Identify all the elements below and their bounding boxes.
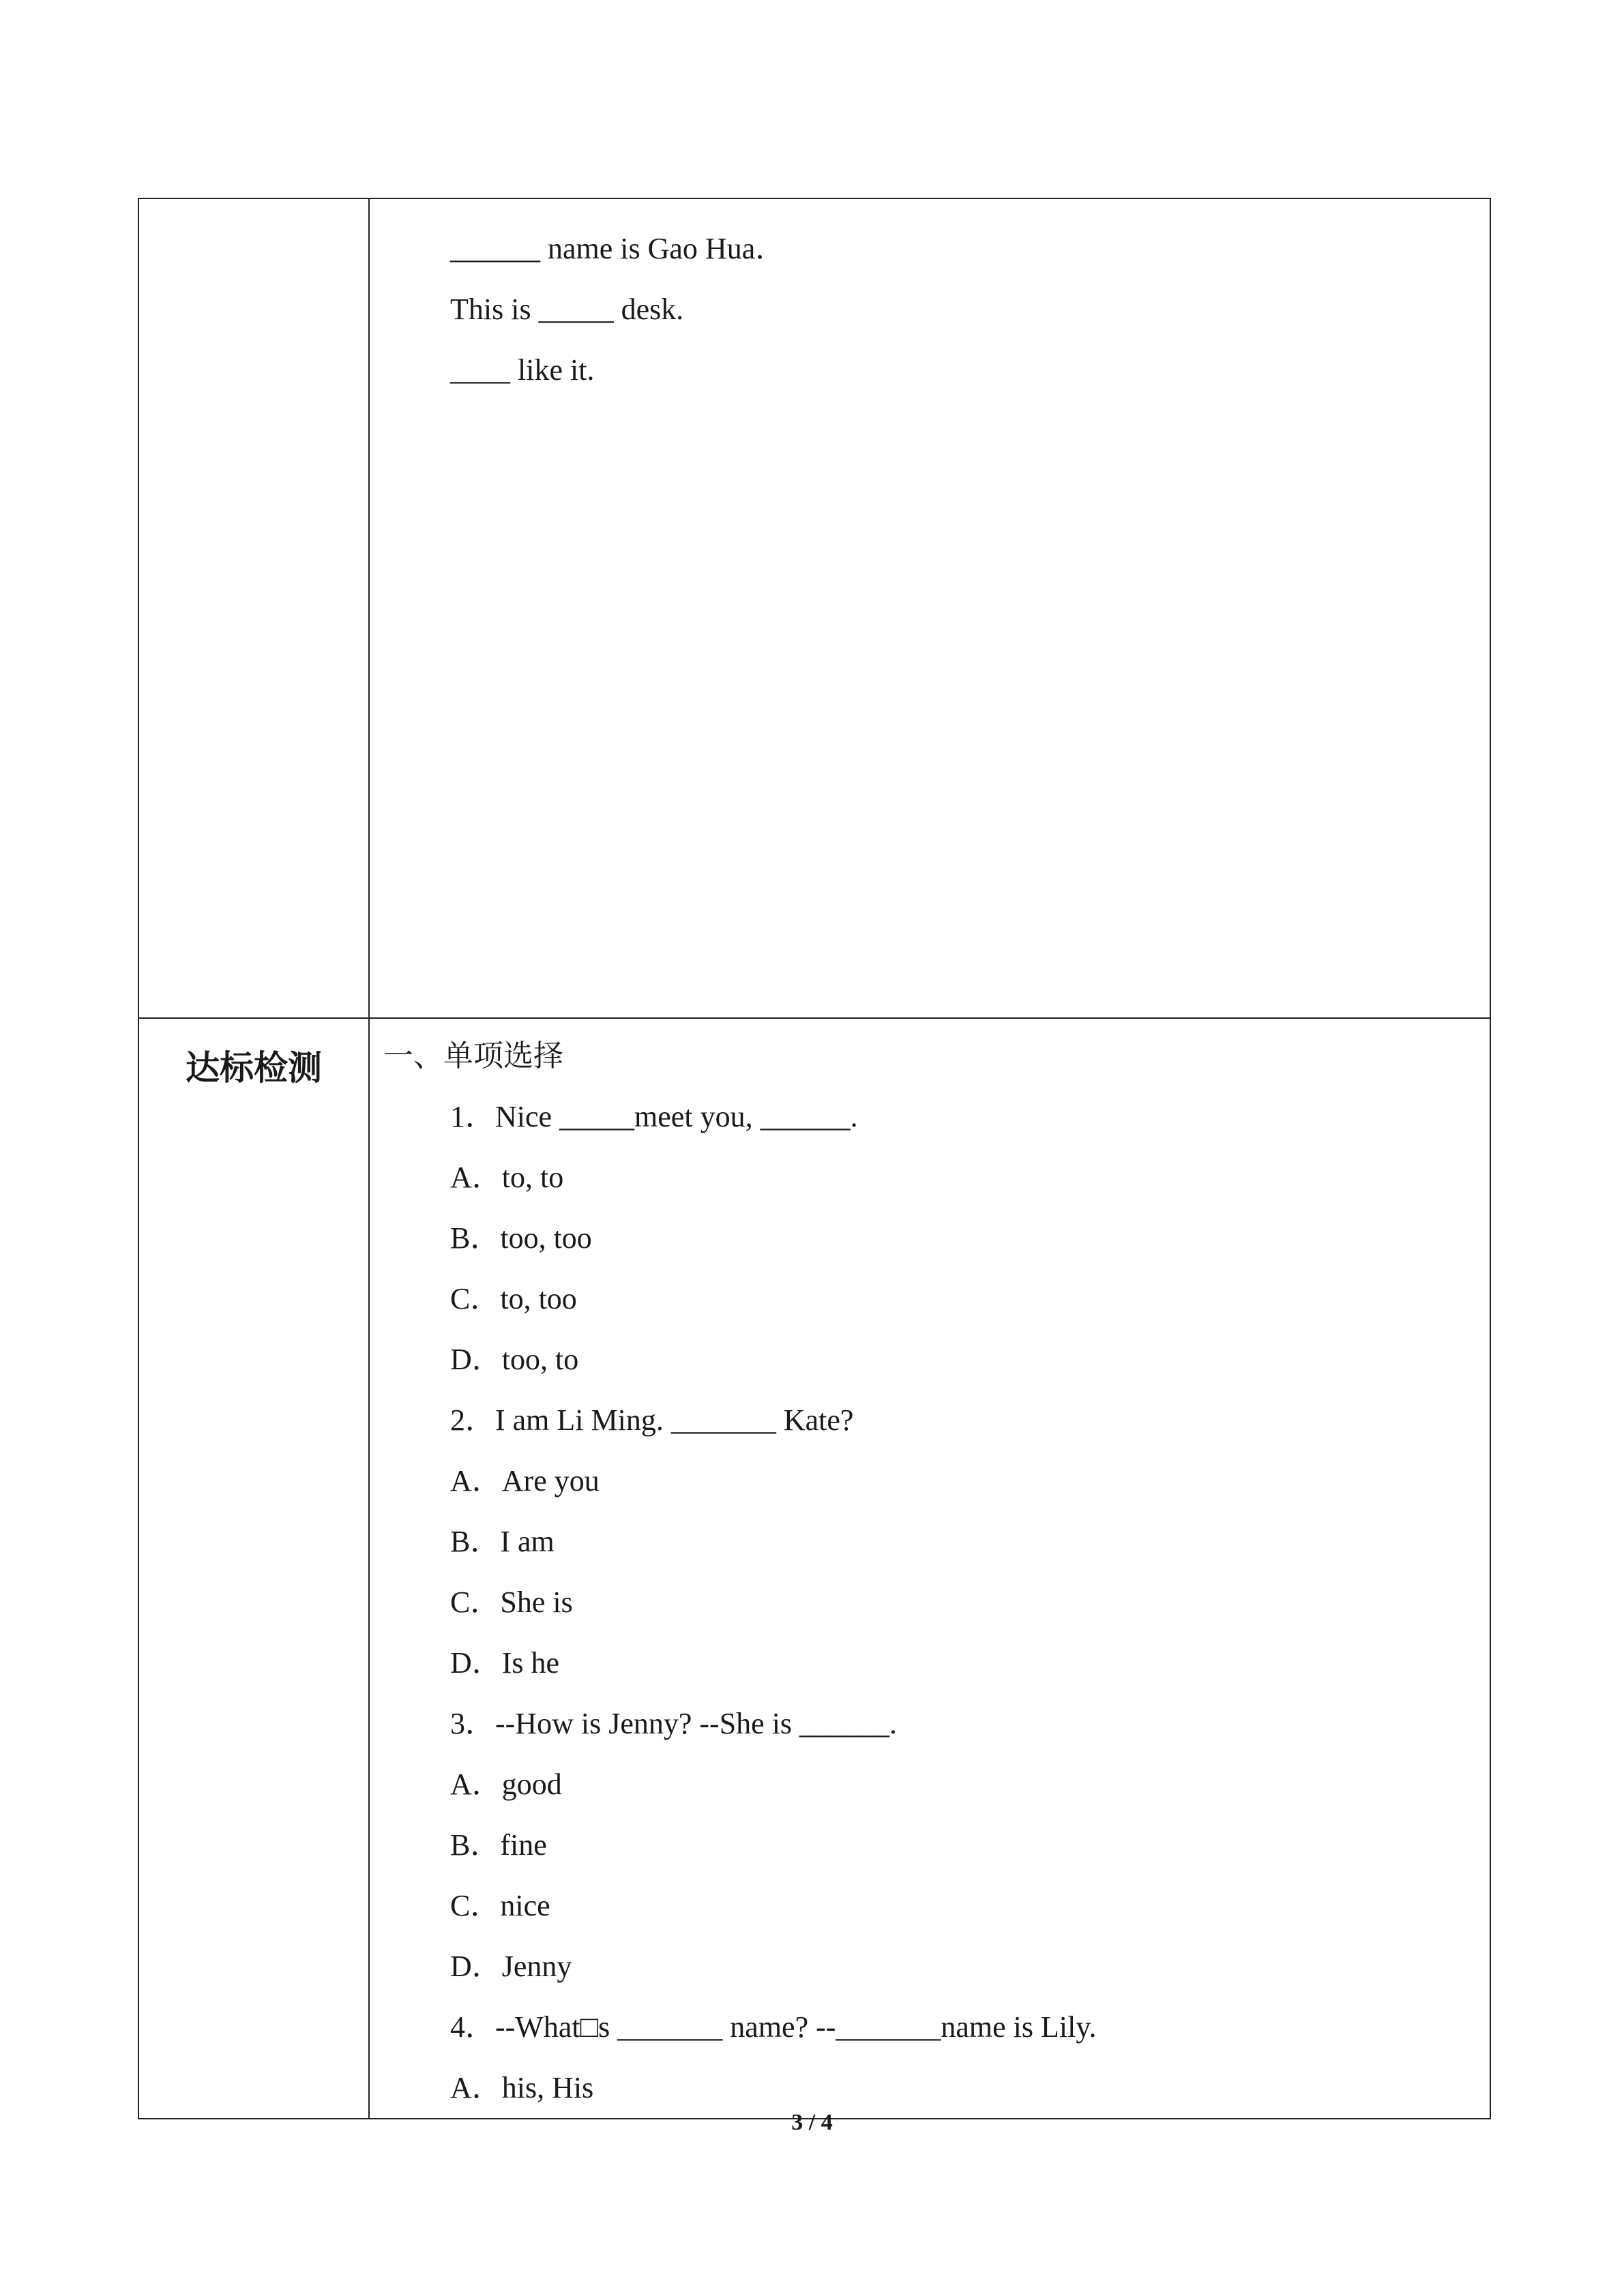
section-heading: 一、单项选择	[383, 1039, 563, 1073]
option-line: D．Jenny	[450, 1950, 572, 1983]
row-content-cell	[369, 1018, 1490, 2119]
exercise-line: ______ name is Gao Hua．	[450, 232, 786, 265]
question-line: 3．--How is Jenny? --She is ______.	[450, 1707, 898, 1740]
option-line: D．too, to	[450, 1343, 579, 1376]
section-label: 达标检测	[186, 1048, 322, 1088]
option-line: B．too, too	[450, 1221, 592, 1255]
option-line: C．She is	[450, 1585, 573, 1619]
option-line: C．nice	[450, 1889, 550, 1922]
option-line: B．fine	[450, 1828, 547, 1862]
page-number: 3 / 4	[791, 2110, 833, 2135]
question-line: 1．Nice _____meet you, ______.	[450, 1100, 858, 1133]
question-line: 2．I am Li Ming. _______ Kate?	[450, 1403, 854, 1437]
option-line: B．I am	[450, 1525, 555, 1558]
row-label-cell	[138, 198, 369, 1018]
table-row	[138, 1018, 1490, 2119]
option-line: A．Are you	[450, 1464, 600, 1497]
option-line: A．his, His	[450, 2071, 594, 2104]
question-line: 4．--What□s _______ name? --_______name is Lily.	[450, 2010, 1097, 2044]
row-label-cell	[138, 1018, 369, 2119]
option-line: D．Is he	[450, 1646, 560, 1680]
option-line: C．to, too	[450, 1282, 577, 1315]
exercise-line: ____ like it.	[450, 353, 595, 387]
option-line: A．good	[450, 1768, 562, 1801]
worksheet-table	[138, 198, 1491, 2119]
row-label	[139, 199, 368, 221]
option-line: A．to, to	[450, 1161, 564, 1194]
row-content-cell	[369, 198, 1490, 1018]
table-row	[138, 198, 1490, 1018]
exercise-line: This is _____ desk.	[450, 293, 684, 326]
